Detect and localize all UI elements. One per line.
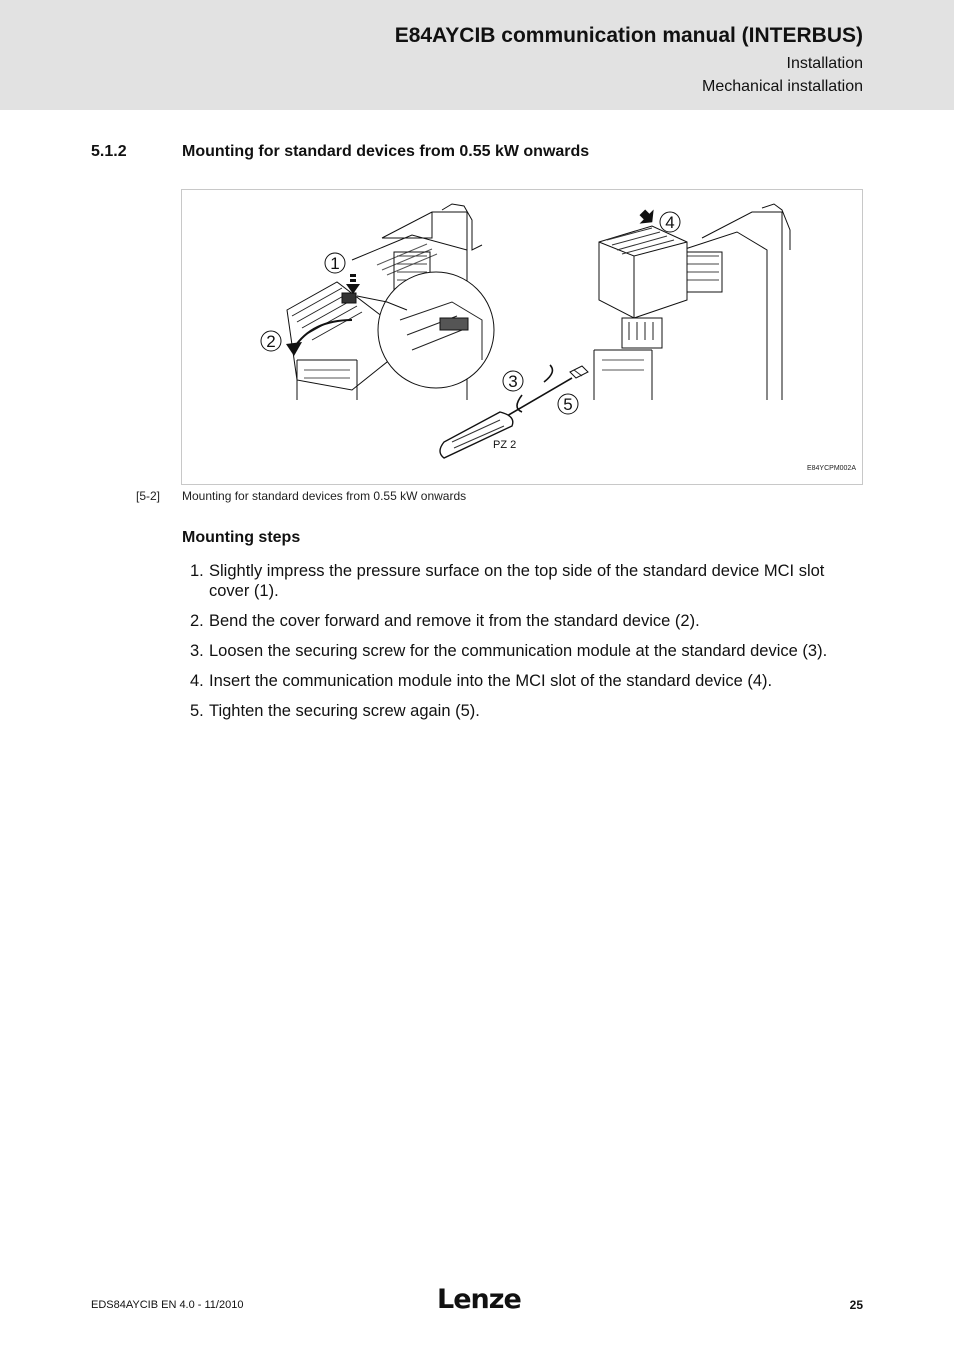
step-number: 5. [190, 702, 204, 720]
figure-caption: Mounting for standard devices from 0.55 kW onwards [182, 489, 467, 503]
step-number: 1. [190, 562, 204, 580]
footer-document-id: EDS84AYCIB EN 4.0 - 11/2010 [91, 1299, 244, 1311]
step-number: 3. [190, 642, 204, 660]
figure-caption-number: [5-2] [136, 489, 161, 503]
step-text: Bend the cover forward and remove it from the standard device (2). [209, 612, 700, 630]
mounting-illustration [182, 190, 864, 486]
list-item [182, 561, 862, 601]
page-number: 25 [849, 1298, 863, 1312]
tool-label: PZ 2 [493, 439, 517, 451]
mounting-figure [181, 189, 863, 485]
step-text: Slightly impress the pressure surface on the top side of the standard device MCI slot cover (1). [209, 562, 825, 600]
mounting-steps-heading: Mounting steps [182, 529, 301, 546]
callout-1: 1 [330, 254, 340, 273]
figure-code: E84YCPM002A [806, 465, 856, 472]
step-text: Tighten the securing screw again (5). [209, 702, 480, 720]
breadcrumb-section: Mechanical installation [702, 78, 863, 95]
step-text: Loosen the securing screw for the communication module at the standard device (3). [209, 642, 828, 660]
list-item [182, 611, 862, 631]
step-number: 2. [190, 612, 204, 630]
page-header [0, 0, 954, 110]
callout-4: 4 [665, 213, 675, 232]
callout-3: 3 [508, 372, 518, 391]
lenze-logo: Lenze [437, 1284, 521, 1315]
section-title: Mounting for standard devices from 0.55 kW onwards [182, 143, 590, 160]
list-item [182, 671, 862, 691]
step-text: Insert the communication module into the MCI slot of the standard device (4). [209, 672, 773, 690]
step-number: 4. [190, 672, 204, 690]
document-title: E84AYCIB communication manual (INTERBUS) [394, 24, 863, 47]
mounting-steps-list [182, 561, 862, 731]
section-number: 5.1.2 [91, 143, 127, 160]
callout-2: 2 [266, 332, 276, 351]
callout-5: 5 [563, 395, 573, 414]
list-item [182, 701, 862, 721]
list-item [182, 641, 862, 661]
breadcrumb-chapter: Installation [786, 55, 863, 72]
